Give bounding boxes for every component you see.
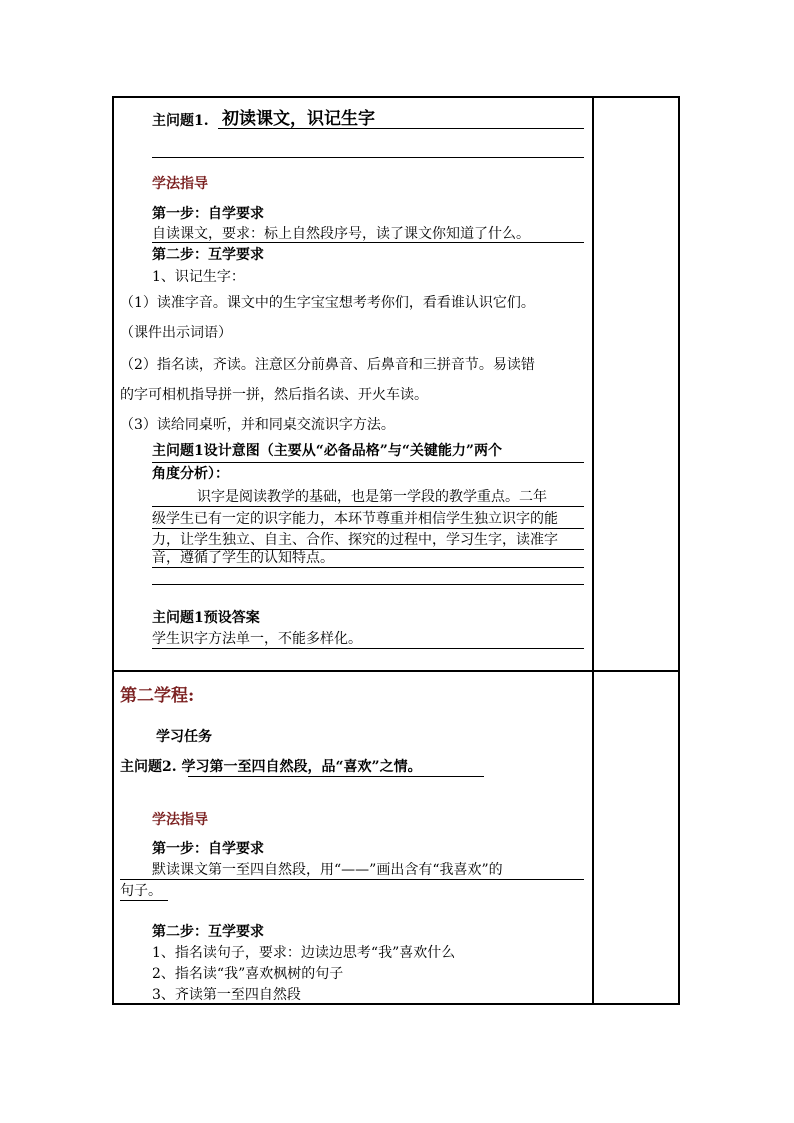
sub-item-1b: （课件出示词语） — [120, 325, 232, 341]
column-divider — [592, 98, 594, 1003]
main-question-title: 初读课文，识记生字 — [222, 109, 375, 129]
sub-item-1: （1）读准字音。课文中的生字宝宝想考考你们，看看谁认识它们。 — [120, 295, 535, 311]
item2-2: 2、指名读“我”喜欢枫树的句子 — [152, 966, 344, 982]
intent-underline-2 — [152, 528, 584, 529]
title-underline — [218, 128, 584, 129]
intent-line-4: 音，遵循了学生的认知特点。 — [152, 550, 334, 566]
main-question-label: 主问题1. — [152, 113, 209, 129]
step1-title-2: 第一步：自学要求 — [152, 841, 264, 857]
method-heading-2: 学法指导 — [152, 812, 208, 828]
step1-underline — [152, 242, 584, 243]
item2-1: 1、指名读句子，要求：边读边思考“我”喜欢什么 — [152, 945, 456, 961]
method-heading: 学法指导 — [152, 176, 208, 192]
main-question-2: 主问题2. 学习第一至四自然段，品“喜欢”之情。 — [120, 759, 422, 775]
intent-underline-a — [152, 462, 584, 463]
intent-line-1: 识字是阅读教学的基础，也是第一学段的教学重点。二年 — [197, 489, 547, 505]
step2-title: 第二步：互学要求 — [152, 247, 264, 263]
row-divider — [114, 670, 678, 672]
answer-text: 学生识字方法单一，不能多样化。 — [152, 631, 362, 647]
blank-line-2 — [152, 584, 584, 585]
blank-line — [152, 157, 584, 158]
answer-title: 主问题1预设答案 — [152, 610, 260, 626]
step1-2-underline-2 — [120, 900, 168, 901]
intent-underline-1 — [152, 506, 584, 507]
main-q2-underline — [188, 776, 484, 777]
step2-title-2: 第二步：互学要求 — [152, 924, 264, 940]
step1-2-underline-1 — [120, 879, 584, 880]
intent-title-b: 角度分析）： — [152, 466, 229, 482]
answer-underline — [152, 648, 584, 649]
item2-3: 3、齐读第一至四自然段 — [152, 987, 301, 1003]
sub-item-2b: 的字可相机指导拼一拼，然后指名读、开火车读。 — [120, 387, 428, 403]
task-heading: 学习任务 — [156, 729, 212, 745]
step1-title: 第一步：自学要求 — [152, 206, 264, 222]
step1-line-1: 默读课文第一至四自然段，用“——”画出含有“我喜欢”的 — [152, 862, 503, 878]
sub-item-2a: （2）指名读，齐读。注意区分前鼻音、后鼻音和三拼音节。易读错 — [120, 357, 535, 373]
step1-text: 自读课文，要求：标上自然段序号，读了课文你知道了什么。 — [152, 226, 530, 242]
intent-underline-4 — [152, 567, 584, 568]
sub-item-3: （3）读给同桌听，并和同桌交流识字方法。 — [120, 417, 395, 433]
section2-heading: 第二学程: — [120, 686, 195, 706]
intent-title-a: 主问题1设计意图（主要从“必备品格”与“关键能力”两个 — [152, 443, 502, 459]
intent-line-3: 力，让学生独立、自主、合作、探究的过程中，学习生字，读准字 — [152, 532, 558, 548]
step1-line-2: 句子。 — [120, 883, 162, 899]
item-1: 1、识记生字： — [152, 269, 245, 285]
intent-line-2: 级学生已有一定的识字能力，本环节尊重并相信学生独立识字的能 — [152, 511, 558, 527]
